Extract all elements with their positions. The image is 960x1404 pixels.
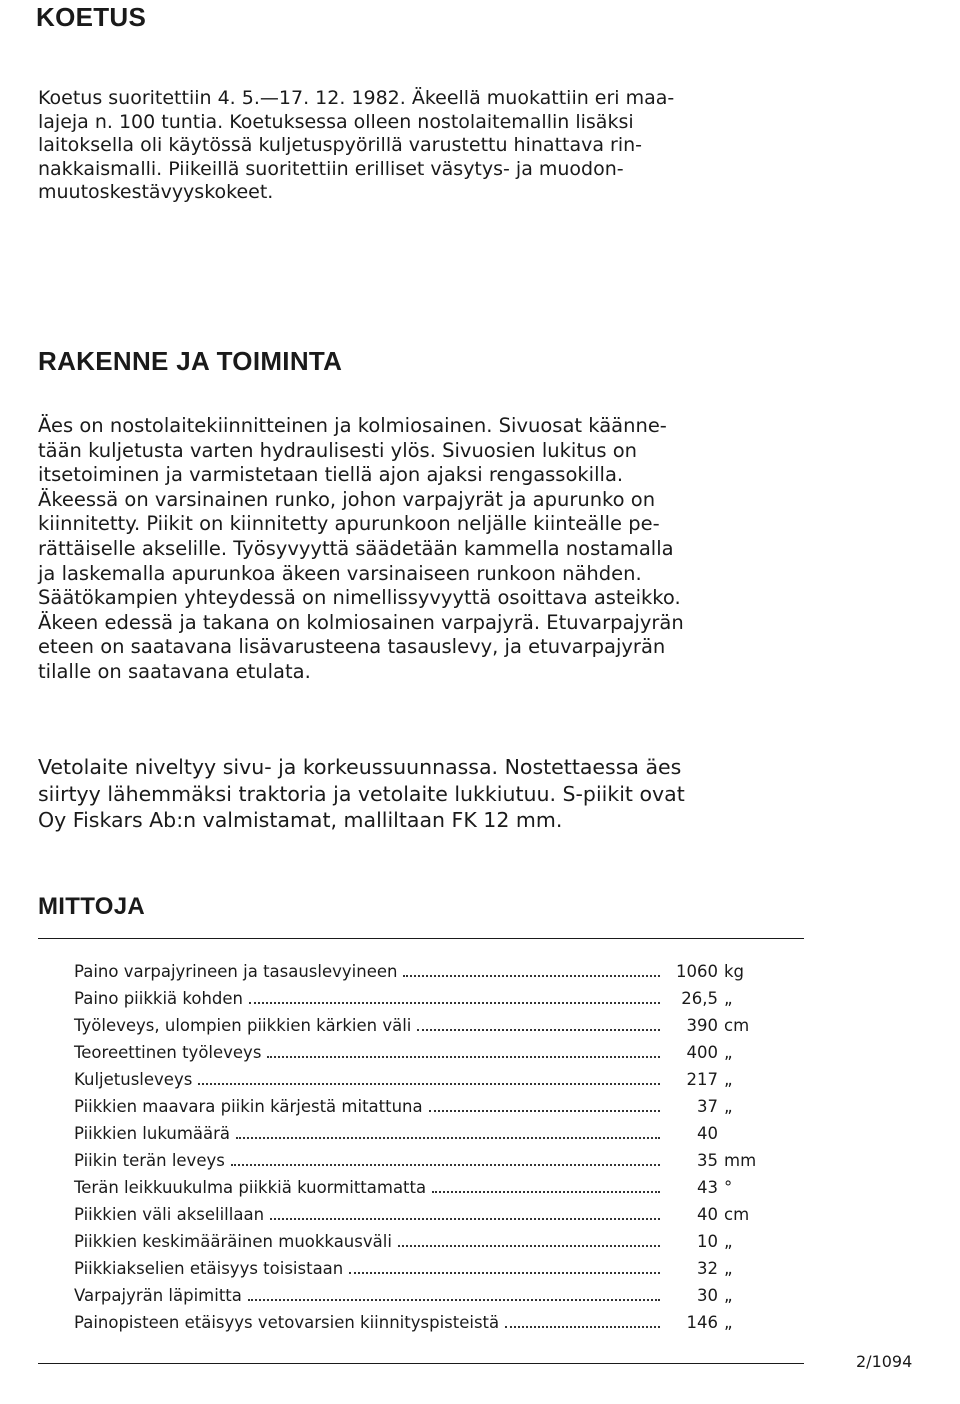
hitch-line: Vetolaite niveltyy sivu- ja korkeussuunnassa. Nostettaessa äes (38, 755, 682, 779)
spec-value: 40 (697, 1124, 718, 1143)
spec-label: Kuljetusleveys (74, 1070, 193, 1089)
spec-unit: „ (724, 1232, 733, 1251)
structure-line: kiinnitetty. Piikit on kiinnitetty apurunkoon neljälle kiinteälle pe- (38, 512, 660, 536)
structure-line: ja laskemalla apurunkoa äkeen varsinaiseen runkoon nähden. (38, 561, 642, 585)
spec-label: Piikkien maavara piikin kärjestä mitattuna (74, 1097, 423, 1116)
table-row (74, 1205, 774, 1232)
spec-label: Piikkiakselien etäisyys toisistaan (74, 1259, 344, 1278)
table-top-rule (38, 938, 804, 939)
intro-line: laitoksella oli käytössä kuljetuspyörillä varustettu hinattava rin- (38, 134, 643, 157)
table-row (74, 1232, 774, 1259)
spec-label: Piikkien lukumäärä (74, 1124, 231, 1143)
dot-leader (403, 975, 660, 977)
dot-leader (198, 1083, 660, 1085)
table-row (74, 989, 774, 1016)
table-row (74, 1016, 774, 1043)
dot-leader (270, 1218, 660, 1220)
spec-value: 26,5 (681, 989, 718, 1008)
structure-line: Säätökampien yhteydessä on nimellissyvyyttä osoittava asteikko. (38, 586, 681, 610)
hitch-paragraph (38, 754, 808, 834)
spec-value: 400 (686, 1043, 718, 1062)
intro-line: Koetus suoritettiin 4. 5.—17. 12. 1982. Äkeellä muokattiin eri maa- (38, 87, 675, 109)
intro-line: lajeja n. 100 tuntia. Koetuksessa olleen nostolaitemallin lisäksi (38, 110, 634, 133)
spec-unit: cm (724, 1205, 750, 1224)
dot-leader (267, 1056, 660, 1058)
spec-label: Paino varpajyrineen ja tasauslevyineen (74, 962, 398, 981)
spec-label: Piikin terän leveys (74, 1151, 225, 1170)
hitch-line: siirtyy lähemmäksi traktoria ja vetolaite lukkiutuu. S-piikit ovat (38, 781, 685, 806)
spec-unit: ° (724, 1178, 733, 1197)
spec-unit: „ (724, 1043, 733, 1062)
spec-unit: „ (724, 1259, 733, 1278)
structure-heading: RAKENNE JA TOIMINTA (38, 346, 343, 376)
dimensions-heading: MITTOJA (38, 893, 145, 920)
spec-unit: cm (724, 1016, 750, 1035)
spec-label: Paino piikkiä kohden (74, 989, 243, 1008)
spec-label: Painopisteen etäisyys vetovarsien kiinnityspisteistä (74, 1313, 500, 1332)
table-row (74, 1313, 774, 1340)
dot-leader (505, 1326, 660, 1328)
spec-value: 1060 (676, 962, 718, 981)
table-row (74, 1097, 774, 1124)
spec-unit: „ (724, 989, 733, 1008)
hitch-line: Oy Fiskars Ab:n valmistamat, malliltaan FK 12 mm. (38, 808, 563, 832)
page-number: 2/1094 (856, 1352, 913, 1371)
spec-label: Varpajyrän läpimitta (74, 1286, 242, 1305)
spec-value: 37 (697, 1097, 718, 1116)
spec-value: 40 (697, 1205, 718, 1224)
table-row (74, 1151, 774, 1178)
spec-unit: „ (724, 1286, 733, 1305)
spec-value: 217 (686, 1070, 718, 1089)
dot-leader (236, 1137, 660, 1139)
intro-paragraph (38, 87, 828, 205)
spec-label: Terän leikkuukulma piikkiä kuormittamatta (74, 1178, 427, 1197)
spec-label: Teoreettinen työleveys (74, 1043, 262, 1062)
spec-value: 32 (697, 1259, 718, 1278)
spec-value: 390 (686, 1016, 718, 1035)
table-row (74, 1178, 774, 1205)
table-row (74, 1259, 774, 1286)
table-row (74, 962, 774, 989)
spec-unit: „ (724, 1097, 733, 1116)
structure-line: tilalle on saatavana etulata. (38, 659, 311, 683)
table-row (74, 1070, 774, 1097)
table-row (74, 1124, 774, 1151)
dot-leader (429, 1110, 660, 1112)
structure-paragraph (38, 414, 808, 685)
spec-unit: „ (724, 1313, 733, 1332)
dot-leader (432, 1191, 660, 1193)
spec-label: Työleveys, ulompien piikkien kärkien väli (74, 1016, 412, 1035)
structure-line: itsetoiminen ja varmistetaan tiellä ajon ajaksi rengassokilla. (38, 463, 624, 487)
structure-line: eteen on saatavana lisävarusteena tasauslevy, ja etuvarpajyrän (38, 635, 666, 659)
spec-unit: „ (724, 1070, 733, 1089)
spec-value: 10 (697, 1232, 718, 1251)
table-row (74, 1043, 774, 1070)
dot-leader (398, 1245, 660, 1247)
structure-line: rättäiselle akselille. Työsyvyyttä säädetään kammella nostamalla (38, 536, 674, 560)
spec-unit: mm (724, 1151, 757, 1170)
structure-line: Äkeen edessä ja takana on kolmiosainen varpajyrä. Etuvarpajyrän (38, 610, 684, 634)
dot-leader (349, 1272, 660, 1274)
dot-leader (249, 1002, 660, 1004)
spec-value: 146 (686, 1313, 718, 1332)
dot-leader (417, 1029, 660, 1031)
spec-value: 30 (697, 1286, 718, 1305)
spec-label: Piikkien väli akselillaan (74, 1205, 265, 1224)
table-row (74, 1286, 774, 1313)
dimensions-table (74, 962, 774, 1340)
structure-line: Äkeessä on varsinainen runko, johon varpajyrät ja apurunko on (38, 487, 656, 511)
intro-line: nakkaismalli. Piikeillä suoritettiin erilliset väsytys- ja muodon- (38, 157, 624, 180)
spec-unit: kg (724, 962, 745, 981)
spec-label: Piikkien keskimääräinen muokkausväli (74, 1232, 392, 1251)
dot-leader (248, 1299, 660, 1301)
page-title: KOETUS (36, 2, 147, 32)
intro-line: muutoskestävyyskokeet. (38, 181, 274, 204)
spec-value: 43 (697, 1178, 718, 1197)
spec-value: 35 (697, 1151, 718, 1170)
dot-leader (231, 1164, 660, 1166)
table-bottom-rule (38, 1363, 804, 1364)
structure-line: tään kuljetusta varten hydraulisesti ylös. Sivuosien lukitus on (38, 438, 638, 462)
structure-line: Äes on nostolaitekiinnitteinen ja kolmiosainen. Sivuosat käänne- (38, 414, 667, 437)
